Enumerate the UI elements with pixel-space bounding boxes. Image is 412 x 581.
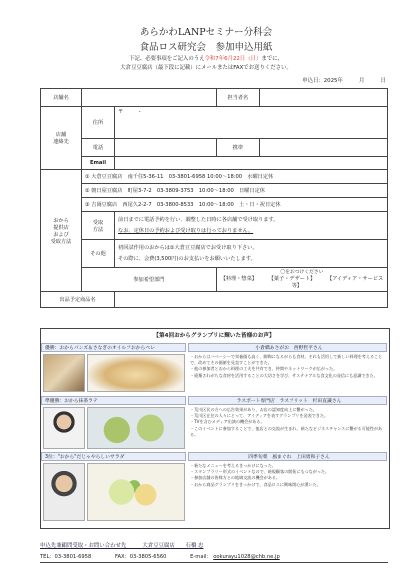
intro-part1: 下記、必要事項をご記入のうえ [129, 56, 205, 62]
photo-1a [43, 354, 85, 392]
mobile-field[interactable] [259, 139, 387, 157]
product-name-field[interactable] [115, 292, 388, 308]
voice-3-bullet-3: ・参加店舗の皆様方との地域交流の機会がある。 [190, 475, 281, 481]
receive-line1: 前日までに電話予約を行い、調整した日時に各店舗で受け取ります。 [118, 216, 279, 223]
voice-3-bullet-4: ・おから商品グランプリをきっかけで、食品ロスに興味関心が湧いた。 [190, 481, 321, 487]
receive-method-text [115, 212, 388, 240]
seminar-title: あらかわLANPセミナー分科会 [139, 27, 273, 38]
email-label: Email [82, 157, 115, 170]
voice-3-title: 四季旬菜 風まぐれ 上田勇和子さん [188, 452, 387, 461]
photo-2a [43, 407, 85, 449]
other-text [115, 240, 388, 268]
other-line1: 初回試作用のおからは①大倉豆豆腐店でお受け取り下さい。 [118, 244, 258, 251]
award-3-bar: 3位："おから"だじゃやらしいサラダ [41, 452, 186, 461]
contact-email-label: E-mail： [190, 554, 212, 560]
photo-3b [87, 463, 185, 521]
deadline-date: 令和7年6月22日（日） [204, 56, 262, 62]
store-contact-label: 店舗 連絡先 [41, 107, 82, 170]
email-field[interactable] [115, 157, 388, 170]
contact-fax: FAX：03-3805-6560 [114, 554, 167, 560]
receive-method-label: 受取 方法 [82, 212, 115, 240]
dept-option-cooking[interactable]: 【料理・惣菜】 [220, 276, 257, 282]
voice-2-bullets [190, 407, 386, 438]
grandprix-title: 【第4回おからグランプリに輝いた皆様のお声】 [153, 333, 275, 339]
phone-label: 電話 [82, 139, 115, 157]
shop-3: ③ 吉岡豆腐店 西尾久2-2-7 03-3800-8533 10:00～18:00 土・日・祝日定休 [82, 198, 388, 212]
voice-2-title: ラスポート専門店 ラスフリット 杉田直識さん [188, 396, 387, 405]
shop-2: ② 朝日屋豆腐店 町屋3-7-2 03-3809-3753 10:00～18:00 日曜日定休 [82, 184, 388, 198]
store-name-field[interactable] [82, 89, 217, 107]
form-title: 食品ロス研究会 参加申込用紙 [139, 42, 273, 53]
award-2-bar: 準優勝：おから抹茶ラテ [41, 396, 186, 405]
dept-option-sweets[interactable]: 【菓子・デザート】 [268, 276, 316, 282]
other-label: その他 [82, 240, 115, 268]
photo-1b [87, 354, 185, 392]
mobile-label: 携帯 [216, 139, 259, 157]
intro-line2: 大倉豆豆腐店（最下段に記載）にメールまたはFAXでお送りください。 [120, 65, 292, 71]
contact-heading: 申込先兼顧問受取・お問い合わせ先 大倉豆豆腐店 石橋 忠 [40, 543, 204, 549]
voice-2-bullet-2: ・荒川区在住の人々にとって、アイディアを表すグランプリを発表できた。 [190, 413, 329, 419]
product-name-label: 出品予定商品名 [41, 292, 115, 308]
phone-field[interactable] [115, 139, 217, 157]
person-field[interactable] [259, 89, 387, 107]
address-field[interactable] [115, 107, 388, 139]
apply-date: 申込日：2025年 月 日 [302, 78, 386, 84]
voice-2-bullet-3: ・TVを含むメディア出演の機会がある。 [190, 419, 265, 425]
dept-label: 参加希望部門 [82, 268, 217, 292]
store-name-label: 店舗名 [41, 89, 82, 107]
voice-3-bullet-2: ・スタンプラリー形式のイベントなので、新規顧客の開拓にもつながった。 [190, 469, 330, 475]
dept-options [216, 268, 387, 292]
footer-divider [40, 562, 388, 563]
voice-2-bullet-4: ・このイベントに参加することで、他店との交流が生まれ、新たなビジネスチャンスに繋がる可能性がある。 [190, 425, 383, 437]
dept-option-idea[interactable]: 【アイディア・サービス等】 [291, 276, 384, 289]
contact-details [40, 553, 388, 560]
voice-1-bullets [190, 354, 386, 379]
other-line2: その際に、会費(3,500円)のお支払いをお願いいたします。 [118, 255, 256, 262]
person-label: 担当者名 [216, 89, 259, 107]
intro-text [0, 55, 412, 73]
postal-mark: 〒 - [118, 109, 141, 115]
okara-provider-label: おから 提供店 および 受取方法 [41, 170, 82, 292]
voice-3-bullets [190, 463, 386, 488]
voice-3-bullet-1: ・新たなメニューを考えるきっかけになった。 [190, 463, 276, 468]
dept-note: 〇をおつけください [280, 270, 324, 275]
photo-2b [87, 407, 185, 449]
voice-1-bullet-1: ・おからはハベーシーで栄養価も高く、脚陶になるがらも食材。それも活用して新しい料理を考えることで、改めてその価値を見直すことができた。 [190, 354, 383, 366]
contact-email[interactable]: ookurayu1028@chb.ne.jp [213, 554, 280, 560]
voice-1-bullet-2: ・他の参加者とおから料理の工夫を共有でき、仲間やネットワークが広がった。 [190, 366, 338, 372]
shop-1: ① 大倉豆豆腐店 南千住5-36-11 03-3801-6958 10:00～18:00 水曜日定休 [82, 170, 388, 184]
award-1-bar: 優勝：おからパンズ＆さなぎのオイルフおからペレ [41, 343, 186, 352]
photo-3a [43, 463, 85, 521]
address-label: 住所 [82, 107, 115, 139]
intro-part2: までに、 [261, 56, 283, 62]
voice-2-bullet-1: ・荒川区民の方への広告効果があり、お店の認知度向上に繋がった。 [190, 407, 317, 412]
voice-1-title: 小倉橋あさがお 西野哲平さん [188, 343, 387, 352]
receive-line2: なお、定休日の予約および受け取りは行っておりません。 [118, 227, 254, 234]
voice-1-bullet-3: ・廃棄されがちな食材を活用することの大切さを学び、サステナブルな食文化の発信にも意識できた。 [190, 372, 378, 378]
contact-tel: TEL：03-3801-6958 [40, 554, 92, 560]
application-table [40, 88, 388, 308]
